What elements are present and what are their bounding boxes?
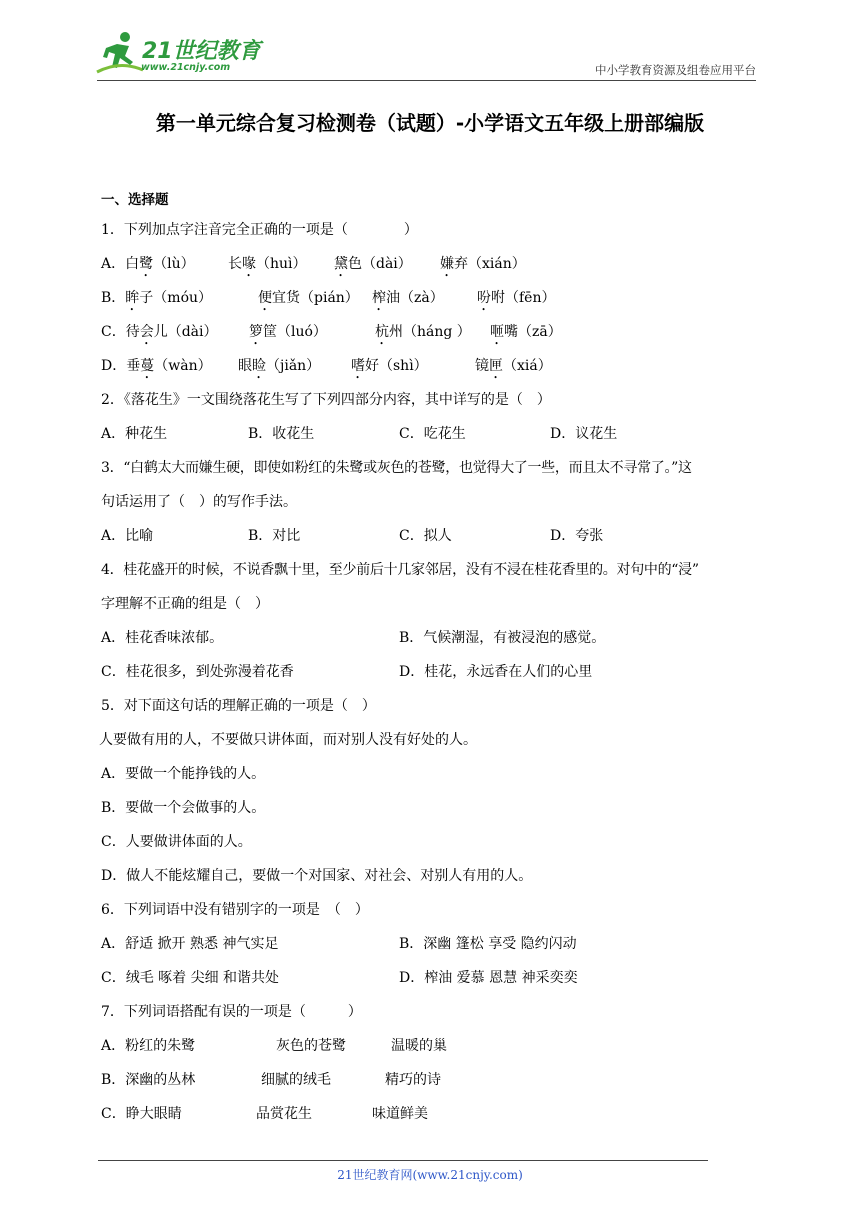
logo-url: www.21cnjy.com	[141, 62, 231, 73]
option-a: A．桂花香味浓郁。	[101, 630, 224, 646]
question-4-stem-line-2: 字理解不正确的组是（ ）	[101, 596, 269, 612]
page-header	[0, 0, 860, 90]
question-7-option-b: B．深幽的丛林 细腻的绒毛 精巧的诗	[101, 1072, 441, 1088]
question-3-stem-line-2: 句话运用了（ ）的写作手法。	[101, 494, 297, 510]
option-b: B．收花生	[248, 426, 315, 442]
option-a: A．比喻	[101, 528, 154, 544]
option-b: B．深幽 篷松 享受 隐约闪动	[399, 936, 577, 952]
question-7-option-a: A．粉红的朱鹭 灰色的苍鹭 温暖的巢	[101, 1038, 447, 1054]
option-c: C．吃花生	[399, 426, 466, 442]
question-3-stem-line-1: 3．“白鹤太大而嫌生硬，即使如粉红的朱鹭或灰色的苍鹭，也觉得大了一些，而且太不寻常了。”这	[101, 460, 692, 476]
question-5-stem: 5．对下面这句话的理解正确的一项是（ ）	[101, 698, 376, 714]
question-5-option-a: A．要做一个能挣钱的人。	[101, 766, 266, 782]
question-list	[101, 186, 766, 1134]
question-1-option-c: C．待会儿（dài） 箩筐（luó） 杭州（háng ） 咂嘴（zā）	[101, 324, 562, 340]
question-6-stem: 6．下列词语中没有错别字的一项是 （ ）	[101, 902, 369, 918]
header-divider	[97, 80, 756, 81]
option-d: D．议花生	[550, 426, 618, 442]
question-5-option-b: B．要做一个会做事的人。	[101, 800, 266, 816]
question-1-option-b: B．眸子（móu） 便宜货（pián） 榨油（zà） 吩咐（fēn）	[101, 290, 556, 306]
question-5-quote: 人要做有用的人，不要做只讲体面，而对别人没有好处的人。	[99, 732, 477, 748]
option-d: D．榨油 爱慕 恩慧 神采奕奕	[399, 970, 578, 986]
question-7-option-c: C．睁大眼睛 品赏花生 味道鲜美	[101, 1106, 428, 1122]
footer-divider	[98, 1160, 708, 1161]
option-b: B．气候潮湿，有被浸泡的感觉。	[399, 630, 606, 646]
question-1-stem: 1．下列加点字注音完全正确的一项是（ ）	[101, 222, 418, 238]
logo-text: 21世纪教育	[142, 39, 261, 64]
question-2-options	[101, 420, 766, 454]
question-2-stem: 2．《落花生》一文围绕落花生写了下列四部分内容，其中详写的是（ ）	[101, 392, 551, 408]
option-c: C．桂花很多，到处弥漫着花香	[101, 664, 294, 680]
option-b: B．对比	[248, 528, 301, 544]
option-a: A．舒适 掀开 熟悉 神气实足	[101, 936, 279, 952]
option-c: C．绒毛 啄着 尖细 和谐共处	[101, 970, 280, 986]
question-6-options-row-1	[101, 930, 766, 964]
question-6-options-row-2	[101, 964, 766, 998]
option-a: A．种花生	[101, 426, 168, 442]
option-d: D．夸张	[550, 528, 604, 544]
question-1-option-a: A．白鹭（lù） 长喙（huì） 黛色（dài） 嫌弃（xián）	[101, 256, 526, 272]
question-3-options	[101, 522, 766, 556]
option-d: D．桂花，永远香在人们的心里	[399, 664, 593, 680]
section-heading: 一、选择题	[101, 192, 169, 208]
question-4-options-row-1	[101, 624, 766, 658]
question-4-options-row-2	[101, 658, 766, 692]
question-1-option-d: D．垂蔓（wàn） 眼睑（jiǎn） 嗜好（shì） 镜匣（xiá）	[101, 358, 552, 374]
logo	[95, 30, 275, 80]
question-4-stem-line-1: 4．桂花盛开的时候，不说香飘十里，至少前后十几家邻居，没有不浸在桂花香里的。对句中的“浸”	[101, 562, 699, 578]
option-c: C．拟人	[399, 528, 452, 544]
footer-link[interactable]: 21世纪教育网(www.21cnjy.com)	[337, 1168, 523, 1182]
question-7-stem: 7．下列词语搭配有误的一项是（ ）	[101, 1004, 362, 1020]
runner-icon	[95, 30, 145, 76]
question-5-option-d: D．做人不能炫耀自己，要做一个对国家、对社会、对别人有用的人。	[101, 868, 533, 884]
page-title: 第一单元综合复习检测卷（试题）-小学语文五年级上册部编版	[155, 111, 705, 135]
question-5-option-c: C．人要做讲体面的人。	[101, 834, 252, 850]
platform-name: 中小学教育资源及组卷应用平台	[595, 63, 756, 77]
